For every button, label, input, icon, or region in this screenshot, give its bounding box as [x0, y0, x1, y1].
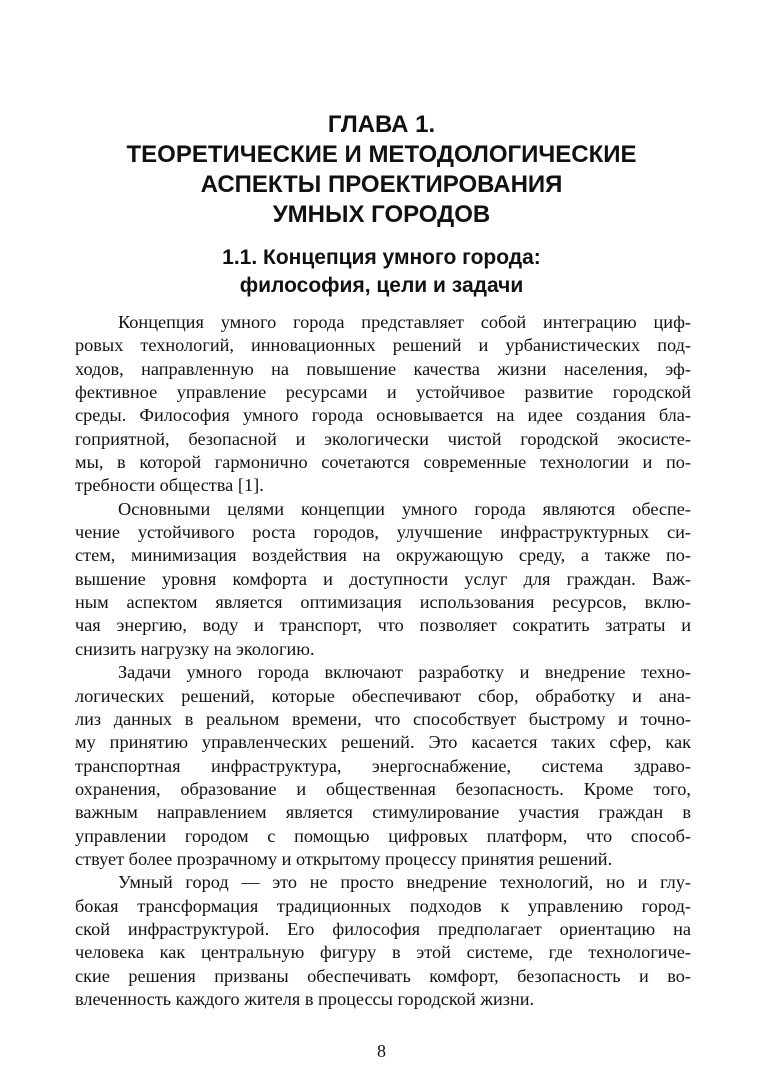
paragraph-concept [75, 311, 691, 498]
text-line: чая энергию, воду и транспорт, что позволяет сократить затраты и [75, 615, 691, 636]
text-line: фективное управление ресурсами и устойчивое развитие городской [75, 382, 691, 403]
text-line: мы, в которой гармонично сочетаются современные технологии и по- [75, 452, 691, 473]
text-line: влеченность каждого жителя в процессы городской жизни. [75, 988, 535, 1009]
text-line: управлении городом с помощью цифровых платформ, что способ- [75, 825, 691, 846]
text-line: му принятию управленческих решений. Это касается таких сфер, как [75, 732, 691, 753]
text-line: транспортная инфраструктура, энергоснабжение, система здраво- [75, 755, 691, 776]
text-line: бокая трансформация традиционных подходов к управлению город- [75, 895, 691, 916]
chapter-title-line: ГЛАВА 1. [327, 111, 436, 138]
text-line: важным направлением является стимулирование участия граждан в [75, 802, 691, 823]
page-number: 8 [377, 1041, 386, 1061]
text-line: лиз данных в реальном времени, что способствует быстрому и точно- [75, 708, 691, 729]
text-line: охранения, образование и общественная безопасность. Кроме того, [75, 778, 691, 799]
paragraph-tasks [75, 661, 691, 871]
text-line: Задачи умного города включают разработку и внедрение техно- [118, 662, 691, 683]
section-title-line: философия, цели и задачи [239, 274, 524, 297]
text-line: логических решений, которые обеспечивают сбор, обработку и ана- [75, 685, 691, 706]
text-line: Основными целями концепции умного города являются обеспе- [118, 498, 691, 519]
chapter-title-line: ТЕОРЕТИЧЕСКИЕ И МЕТОДОЛОГИЧЕСКИЕ [126, 141, 637, 168]
text-line: ходов, направленную на повышение качества жизни населения, эф- [75, 358, 691, 379]
chapter-title-line: АСПЕКТЫ ПРОЕКТИРОВАНИЯ [200, 171, 563, 198]
text-line: чение устойчивого роста городов, улучшение инфраструктурных си- [75, 522, 691, 543]
section-title [60, 244, 703, 300]
chapter-title-line: УМНЫХ ГОРОДОВ [272, 201, 491, 228]
text-line: требности общества [1]. [75, 475, 264, 496]
text-line: Концепция умного города представляет собой интеграцию циф- [118, 312, 691, 332]
text-line: гоприятной, безопасной и экологически чистой городской экосисте- [75, 428, 691, 449]
text-line: ские решения призваны обеспечивать комфорт, безопасность и во- [75, 965, 691, 986]
text-line: человека как центральную фигуру в этой системе, где технологиче- [75, 942, 691, 963]
section-title-line: 1.1. Концепция умного города: [222, 246, 541, 269]
text-line: вышение уровня комфорта и доступности услуг для граждан. Важ- [75, 568, 691, 589]
text-line: ным аспектом является оптимизация использования ресурсов, вклю- [75, 592, 691, 613]
text-line: Умный город — это не просто внедрение технологий, но и глу- [118, 872, 691, 893]
text-line: снизить нагрузку на экологию. [75, 638, 315, 659]
chapter-title [60, 110, 703, 230]
text-line: стем, минимизация воздействия на окружающую среду, а также по- [75, 545, 691, 566]
body-text [75, 311, 691, 1011]
paragraph-philosophy [75, 871, 691, 1011]
text-line: ровых технологий, инновационных решений и урбанистических под- [75, 335, 691, 356]
paragraph-goals [75, 498, 691, 661]
text-line: среды. Философия умного города основывается на идее создания бла- [75, 405, 691, 426]
text-line: ствует более прозрачному и открытому процессу принятия решений. [75, 848, 613, 869]
text-line: ской инфраструктурой. Его философия предполагает ориентацию на [75, 918, 691, 939]
